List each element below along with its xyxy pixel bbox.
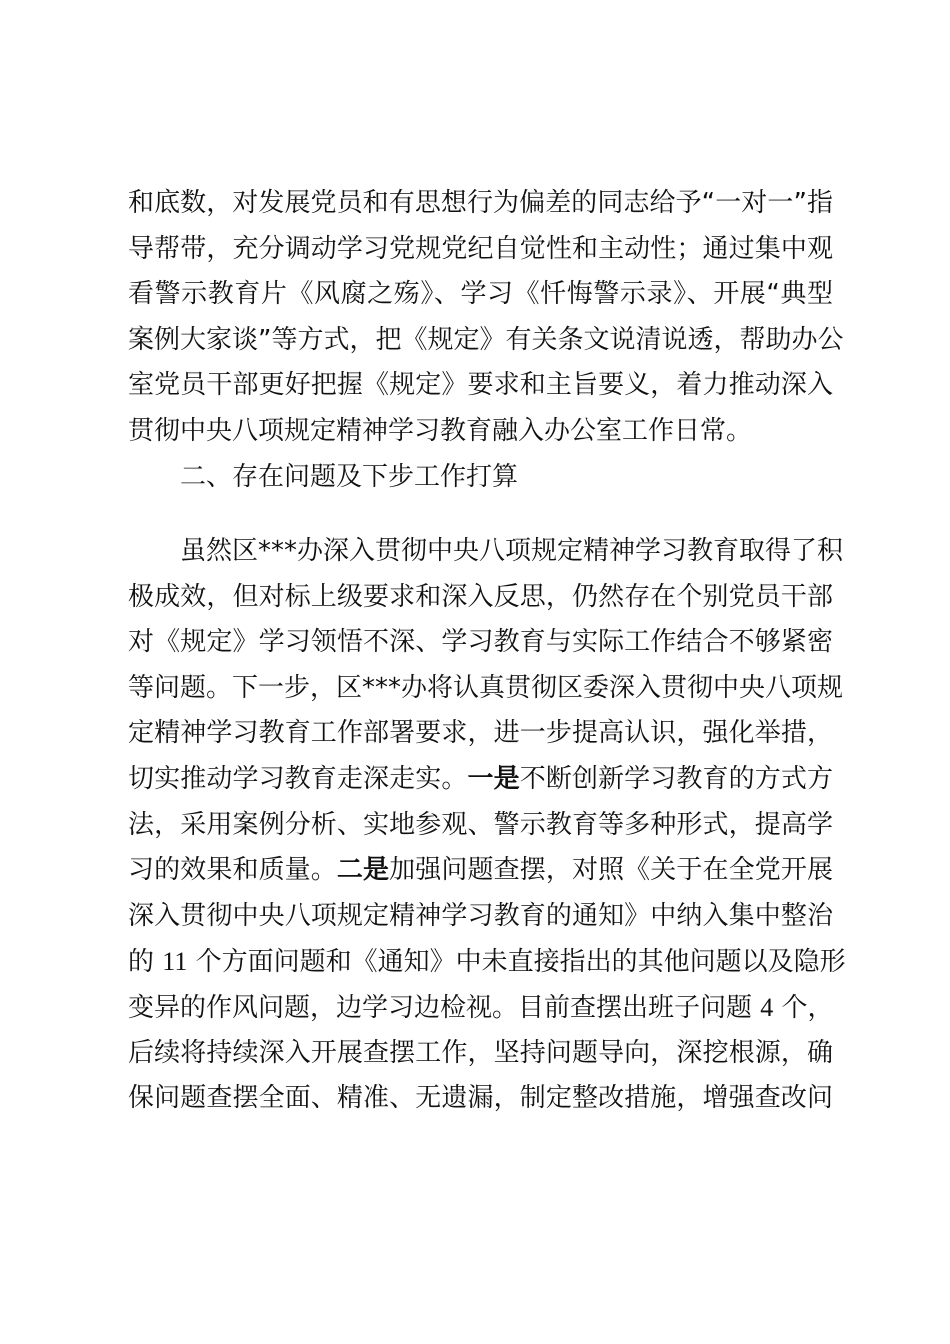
line-text: 的	[128, 947, 155, 978]
paragraph-continued	[128, 181, 844, 455]
paragraph-line: 贯彻中央八项规定精神学习教育融入办公室工作日常。	[128, 415, 753, 446]
paragraph-problems-next-steps	[128, 529, 846, 1122]
paragraph-line: 看警示教育片《风腐之殇》、学习《忏悔警示录》、开展“典型	[128, 279, 833, 310]
paragraph-line	[128, 757, 833, 803]
line-text: 个方面问题和《通知》中未直接指出的其他问题以及隐形	[195, 947, 846, 978]
line-text: 习的效果和质量。	[128, 855, 337, 886]
number-four: 4	[760, 992, 774, 1022]
paragraph-line: 室党员干部更好把握《规定》要求和主旨要义，着力推动深入	[128, 370, 833, 401]
paragraph-line: 深入贯彻中央八项规定精神学习教育的通知》中纳入集中整治	[128, 900, 833, 931]
paragraph-line	[128, 985, 833, 1031]
line-text: 切实推动学习教育走深走实。	[128, 763, 468, 794]
line-text: 不断创新学习教育的方式方	[519, 763, 833, 794]
paragraph-line: 极成效，但对标上级要求和深入反思，仍然存在个别党员干部	[128, 581, 833, 612]
bold-marker-first: 一是	[467, 763, 520, 794]
paragraph-line	[128, 939, 846, 985]
paragraph-line: 定精神学习教育工作部署要求，进一步提高认识，强化举措，	[128, 718, 833, 749]
paragraph-line: 导帮带，充分调动学习党规党纪自觉性和主动性；通过集中观	[128, 233, 833, 264]
paragraph-line: 对《规定》学习领悟不深、学习教育与实际工作结合不够紧密	[128, 627, 833, 658]
bold-marker-second: 二是	[336, 855, 390, 886]
paragraph-line: 案例大家谈”等方式，把《规定》有关条文说清说透，帮助办公	[128, 324, 844, 355]
line-text: 加强问题查摆，对照《关于在全党开展	[389, 855, 833, 886]
paragraph-line	[128, 848, 833, 894]
line-text: 变异的作风问题，边学习边检视。目前查摆出班子问题	[128, 992, 753, 1023]
paragraph-line: 保问题查摆全面、精准、无遗漏，制定整改措施，增强查改问	[128, 1083, 833, 1114]
paragraph-line: 虽然区***办深入贯彻中央八项规定精神学习教育取得了积	[180, 536, 844, 566]
paragraph-line: 后续将持续深入开展查摆工作，坚持问题导向，深挖根源，确	[128, 1037, 833, 1068]
section-heading: 二、存在问题及下步工作打算	[180, 462, 519, 492]
paragraph-line: 等问题。下一步，区***办将认真贯彻区委深入贯彻中央八项规	[128, 672, 844, 703]
line-text: 个，	[781, 992, 834, 1023]
paragraph-line: 法，采用案例分析、实地参观、警示教育等多种形式，提高学	[128, 809, 833, 840]
number-eleven: 11	[162, 947, 188, 977]
paragraph-line: 和底数，对发展党员和有思想行为偏差的同志给予“一对一”指	[128, 188, 833, 218]
